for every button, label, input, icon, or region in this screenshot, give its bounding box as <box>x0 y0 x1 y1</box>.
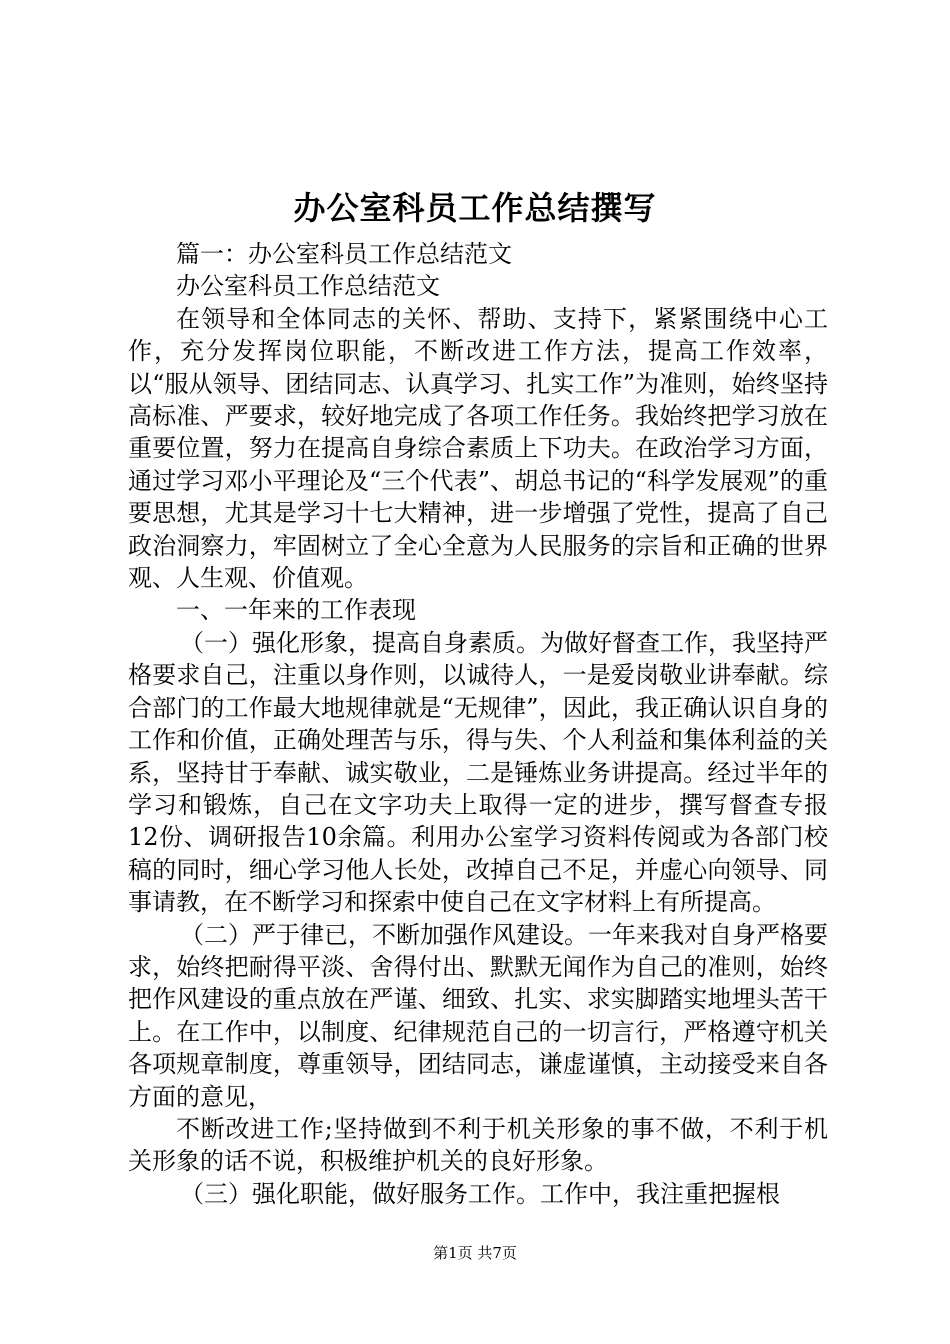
page-number-footer: 第1页 共7页 <box>433 1244 517 1262</box>
subheading: 办公室科员工作总结范文 <box>176 272 440 301</box>
paragraph: 在领导和全体同志的关怀、帮助、支持下，紧紧围绕中心工作，充分发挥岗位职能，不断改进工作方法，提高工作效率，以“服从领导、团结同志、认真学习、扎实工作”为准则，始终坚持高标准、严要求，较好地完成了各项工作任务。我始终把学习放在重要位置，努力在提高自身综合素质上下功夫。在政治学习方面，通过学习邓小平理论及“三个代表”、胡总书记的“科学发展观”的重要思想，尤其是学习十七大精神，进一步增强了党性，提高了自己政治洞察力，牢固树立了全心全意为人民服务的宗旨和正确的世界观、人生观、价值观。 <box>128 304 828 593</box>
paragraph: （一）强化形象，提高自身素质。为做好督查工作，我坚持严格要求自己，注重以身作则，以诚待人，一是爱岗敬业讲奉献。综合部门的工作最大地规律就是“无规律”，因此，我正确认识自身的工作和价值，正确处理苦与乐，得与失、个人利益和集体利益的关系，坚持甘于奉献、诚实敬业，二是锤炼业务讲提高。经过半年的学习和锻炼，自己在文字功夫上取得一定的进步，撰写督查专报12份、调研报告10余篇。利用办公室学习资料传阅或为各部门校稿的同时，细心学习他人长处，改掉自己不足，并虚心向领导、同事请教，在不断学习和探索中使自己在文字材料上有所提高。 <box>128 628 828 917</box>
section-heading: 一、一年来的工作表现 <box>176 596 416 625</box>
paragraph: 不断改进工作;坚持做到不利于机关形象的事不做，不利于机关形象的话不说，积极维护机关的良好形象。 <box>128 1114 828 1176</box>
section-heading: 篇一：办公室科员工作总结范文 <box>176 240 512 268</box>
document-title: 办公室科员工作总结撰写 <box>293 189 657 227</box>
paragraph: （三）强化职能，做好服务工作。工作中，我注重把握根 <box>180 1179 780 1208</box>
document-body <box>128 238 828 1210</box>
paragraph: （二）严于律已，不断加强作风建设。一年来我对自身严格要求，始终把耐得平淡、舍得付出、默默无闻作为自己的准则，始终把作风建设的重点放在严谨、细致、扎实、求实脚踏实地埋头苦干上。在工作中，以制度、纪律规范自己的一切言行，严格遵守机关各项规章制度，尊重领导，团结同志，谦虚谨慎，主动接受来自各方面的意见， <box>128 920 828 1111</box>
